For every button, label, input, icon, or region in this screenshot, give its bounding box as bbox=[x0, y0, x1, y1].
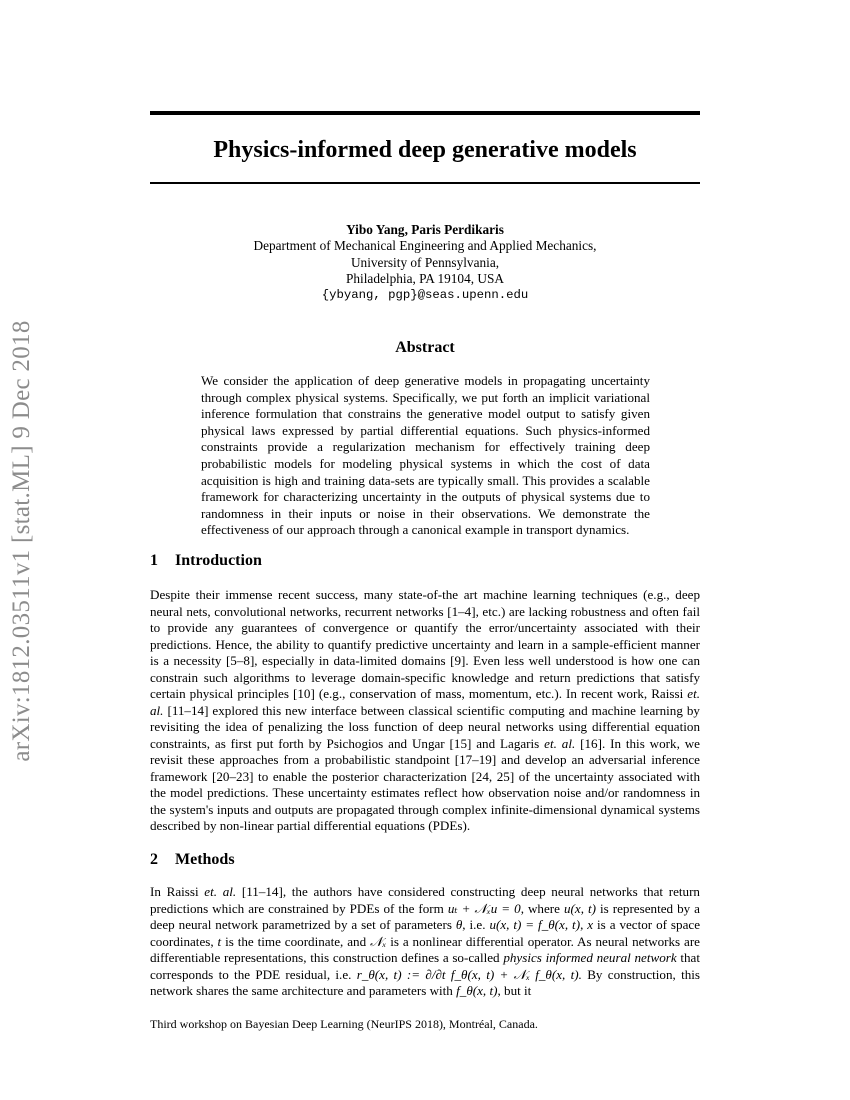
introduction-paragraph bbox=[150, 587, 700, 835]
methods-emphasis: physics informed neural network bbox=[503, 950, 677, 965]
section-1-number: 1 bbox=[150, 552, 158, 569]
methods-text-10: that corresponds to the PDE residual, i.e. bbox=[150, 950, 701, 982]
methods-text-11: By construction, this network shares the same architecture and parameters with bbox=[150, 966, 701, 998]
methods-text-12: , but it bbox=[497, 983, 532, 998]
equation-u: u(x, t) bbox=[563, 900, 596, 916]
title-rule-bottom bbox=[150, 182, 700, 184]
methods-text-2: [11–14], the authors have considered constructing deep neural networks that return predictions which are constrained by PDEs of the form bbox=[150, 884, 700, 916]
methods-text-6: , bbox=[580, 917, 584, 932]
methods-text-3: , where bbox=[520, 900, 560, 916]
equation-ft: f_θ(x, t) bbox=[456, 983, 498, 998]
methods-text-8: is the time coordinate, and bbox=[225, 933, 367, 949]
equation-pde: uₜ + 𝒩ₓu = 0 bbox=[447, 900, 521, 916]
section-2-number: 2 bbox=[150, 851, 158, 868]
abstract-text: We consider the application of deep generative models in propagating uncertainty through complex physical systems. Specifically, we put forth an implicit variational inference formulation that constrains the generative model output to satisfy given physical laws expressed by partial differential equations. Such physics-informed constraints provide a regularization mechanism for effectively training deep probabilistic models for modeling physical systems in which the cost of data acquisition is high and training data-sets are typically small. This provides a scalable framework for characterizing uncertainty in the outputs of physical systems due to randomness in their inputs or noise in their observations. We demonstrate the effectiveness of our approach through a canonical example in transport dynamics. bbox=[201, 373, 650, 538]
author-email: {ybyang, pgp}@seas.upenn.edu bbox=[321, 288, 529, 303]
intro-text-1: Despite their immense recent success, many state-of-the art machine learning techniques (e.g., deep neural nets, convolutional networks, recurrent networks [1–4], etc.) are lacking robustness and often fail to provide any guarantees of convergence or quantify the error/uncertainty associated with their predictions. Hence, the ability to quantify predictive uncertainty and learn in a sample-efficient manner is a necessity [5–8], especially in data-limited domains [9]. Even less well understood is how one can constrain such algorithms to leverage domain-specific knowledge and return predictions that satisfy certain physical principles [10] (e.g., conservation of mass, momentum, etc.). In recent work, Raissi bbox=[150, 587, 700, 701]
methods-text-1: In Raissi bbox=[150, 884, 199, 899]
paper-title: Physics-informed deep generative models bbox=[213, 137, 637, 163]
arxiv-identifier: arXiv:1812.03511v1 [stat.ML] 9 Dec 2018 bbox=[8, 320, 35, 762]
author-block bbox=[150, 222, 700, 303]
section-2-title: Methods bbox=[175, 851, 235, 868]
intro-etal-1: et. al. bbox=[150, 686, 700, 718]
intro-text-3: [16]. In this work, we revisit these approaches from a probabilistic standpoint [17–19] and develop an adversarial inference framework [20–23] to enable the posterior characterization [24, 25] of the uncertainty associated with the model predictions. These uncertainty estimates reflect how observation noise and/or randomness in the system's inputs and outputs are propagated through complex infinite-dimensional dynamical systems described by non-linear partial differential equations (PDEs). bbox=[150, 735, 700, 833]
abstract-heading: Abstract bbox=[395, 339, 455, 356]
intro-etal-2: et. al. bbox=[544, 735, 576, 751]
equation-f: u(x, t) = f_θ(x, t) bbox=[489, 917, 581, 932]
section-2-heading bbox=[150, 850, 235, 870]
methods-text-4: is represented by a deep neural network parametrized by a set of parameters bbox=[150, 900, 700, 932]
methods-etal: et. al. bbox=[204, 884, 237, 899]
section-1-heading bbox=[150, 551, 262, 571]
affiliation-line-2: University of Pennsylvania, bbox=[350, 254, 500, 270]
methods-text-9: is a nonlinear differential operator. As neural networks are differentiable representations, this construction defines a so-called bbox=[150, 933, 700, 965]
affiliation-line-1: Department of Mechanical Engineering and Applied Mechanics, bbox=[253, 238, 597, 254]
affiliation-line-3: Philadelphia, PA 19104, USA bbox=[346, 270, 504, 286]
page-footer: Third workshop on Bayesian Deep Learning (NeurIPS 2018), Montréal, Canada. bbox=[150, 1017, 538, 1031]
title-rule-top bbox=[150, 111, 700, 115]
author-names: Yibo Yang, Paris Perdikaris bbox=[346, 222, 504, 237]
equation-operator: 𝒩ₓ bbox=[370, 933, 387, 949]
arxiv-sidebar bbox=[0, 0, 50, 1100]
equation-residual: r_θ(x, t) := ∂/∂t f_θ(x, t) + 𝒩ₓ f_θ(x, t). bbox=[356, 966, 582, 982]
equation-x: x bbox=[587, 917, 594, 932]
section-1-title: Introduction bbox=[175, 552, 262, 569]
methods-text-5: , i.e. bbox=[462, 917, 486, 932]
methods-paragraph bbox=[150, 884, 700, 1000]
equation-t: t bbox=[217, 933, 222, 949]
equation-theta: θ bbox=[455, 917, 463, 932]
intro-text-2: [11–14] explored this new interface between classical scientific computing and machine learning by revisiting the idea of penalizing the loss function of deep neural networks using differential equation constraints, as first put forth by Psichogios and Ungar [15] and Lagaris bbox=[150, 702, 700, 751]
methods-text-7: is a vector of space coordinates, bbox=[150, 917, 701, 949]
